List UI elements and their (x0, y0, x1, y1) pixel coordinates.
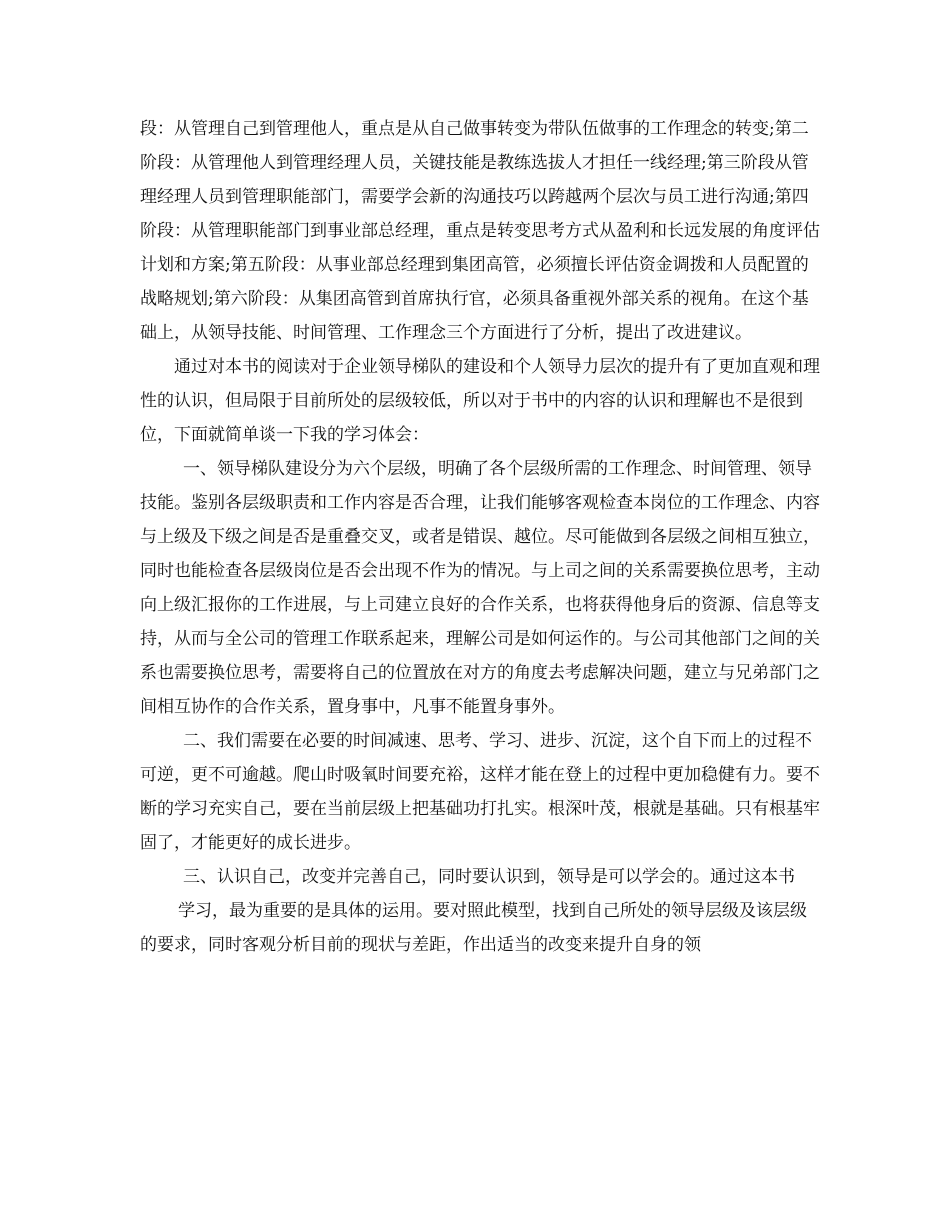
paragraph-reading-intro: 通过对本书的阅读对于企业领导梯队的建设和个人领导力层次的提升有了更加直观和理性的认识，但局限于目前所处的层级较低，所以对于书中的内容的认识和理解也不是很到位，下面就简单谈一下我的学习体会： (140, 357, 820, 445)
paragraph-continuation: 学习，最为重要的是具体的运用。要对照此模型，找到自己所处的领导层级及该层级的要求，同时客观分析目前的现状与差距，作出适当的改变来提升自身的领 (140, 901, 807, 955)
body-text (140, 112, 820, 962)
paragraph-point-one: 一、领导梯队建设分为六个层级，明确了各个层级所需的工作理念、时间管理、领导技能。鉴别各层级职责和工作内容是否合理，让我们能够客观检查本岗位的工作理念、内容与上级及下级之间是否是重叠交叉，或者是错误、越位。尽可能做到各层级之间相互独立，同时也能检查各层级岗位是否会出现不作为的情况。与上司之间的关系需要换位思考，主动向上级汇报你的工作进展，与上司建立良好的合作关系，也将获得他身后的资源、信息等支持，从而与全公司的管理工作联系起来，理解公司是如何运作的。与公司其他部门之间的关系也需要换位思考，需要将自己的位置放在对方的角度去考虑解决问题，建立与兄弟部门之间相互协作的合作关系，置身事中，凡事不能置身事外。 (140, 459, 820, 717)
paragraph-point-two: 二、我们需要在必要的时间减速、思考、学习、进步、沉淀，这个自下而上的过程不可逆，更不可逾越。爬山时吸氧时间要充裕，这样才能在登上的过程中更加稳健有力。要不断的学习充实自己，要在当前层级上把基础功打扎实。根深叶茂，根就是基础。只有根基牢固了，才能更好的成长进步。 (140, 731, 820, 853)
paragraph-point-three: 三、认识自己，改变并完善自己，同时要认识到，领导是可以学会的。通过这本书 (183, 867, 795, 887)
paragraph-stage-summary: 段：从管理自己到管理他人，重点是从自己做事转变为带队伍做事的工作理念的转变;第二阶段：从管理他人到管理经理人员，关键技能是教练选拔人才担任一线经理;第三阶段从管理经理人员到管理职能部门，需要学会新的沟通技巧以跨越两个层次与员工进行沟通;第四阶段：从管理职能部门到事业部总经理，重点是转变思考方式从盈利和长远发展的角度评估计划和方案;第五阶段：从事业部总经理到集团高管，必须擅长评估资金调拨和人员配置的战略规划;第六阶段：从集团高管到首席执行官，必须具备重视外部关系的视角。在这个基础上，从领导技能、时间管理、工作理念三个方面进行了分析，提出了改进建议。 (140, 119, 820, 343)
